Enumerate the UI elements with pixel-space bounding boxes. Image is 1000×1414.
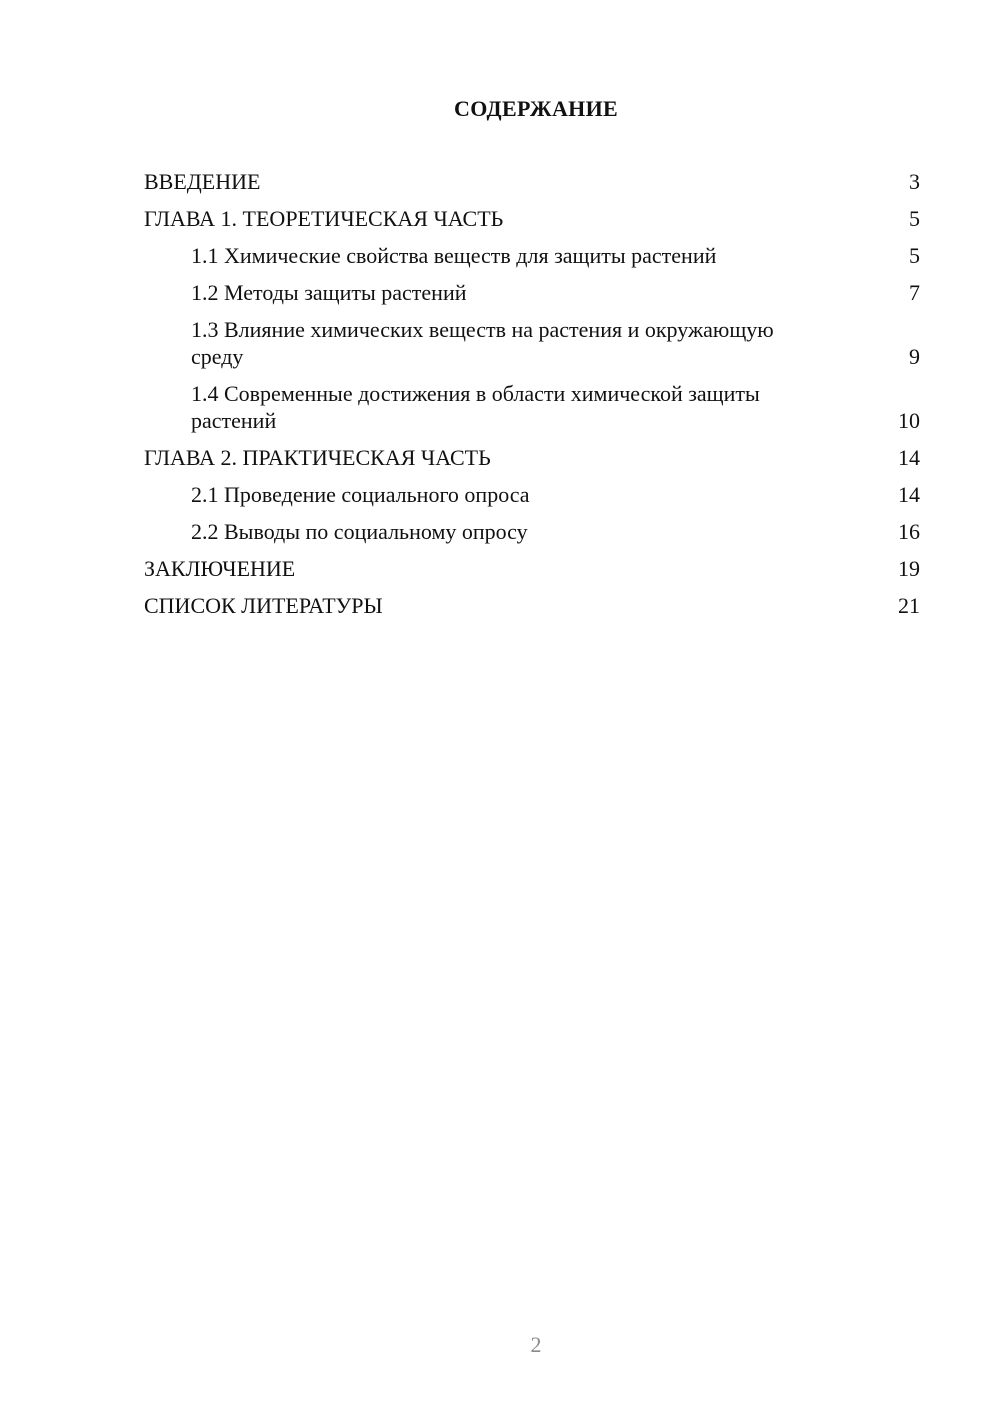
toc-entry-section-2-2[interactable] xyxy=(144,518,920,545)
toc-entry-text: 1.3 Влияние химических веществ на растения и окружающую среду xyxy=(191,317,774,369)
toc-entry-text: 1.2 Методы защиты растений xyxy=(191,280,467,305)
toc-entry-text: 1.4 Современные достижения в области химической защиты растений xyxy=(191,381,760,433)
toc-entry-page: 5 xyxy=(909,206,920,231)
toc-entry-chapter-2[interactable] xyxy=(144,444,920,471)
toc-entry-text: 2.2 Выводы по социальному опросу xyxy=(191,519,528,544)
toc-entry-section-1-3[interactable] xyxy=(144,316,920,370)
toc-entry-section-1-2[interactable] xyxy=(144,279,920,306)
toc-entry-introduction[interactable] xyxy=(144,168,920,195)
toc-entry-page: 9 xyxy=(909,344,920,369)
toc-entry-page: 19 xyxy=(898,556,920,581)
toc-title: СОДЕРЖАНИЕ xyxy=(454,96,618,121)
toc-entry-text: ГЛАВА 1. ТЕОРЕТИЧЕСКАЯ ЧАСТЬ xyxy=(144,206,504,231)
toc-entry-text: 1.1 Химические свойства веществ для защиты растений xyxy=(191,243,717,268)
table-of-contents xyxy=(144,168,920,629)
toc-entry-section-1-1[interactable] xyxy=(144,242,920,269)
toc-entry-text: ЗАКЛЮЧЕНИЕ xyxy=(144,556,296,581)
toc-entry-text: 2.1 Проведение социального опроса xyxy=(191,482,530,507)
toc-entry-page: 3 xyxy=(909,169,920,194)
toc-entry-page: 21 xyxy=(898,593,920,618)
toc-entry-page: 10 xyxy=(898,408,920,433)
toc-entry-page: 14 xyxy=(898,445,920,470)
toc-entry-page: 5 xyxy=(909,243,920,268)
toc-entry-references[interactable] xyxy=(144,592,920,619)
toc-entry-page: 16 xyxy=(898,519,920,544)
toc-entry-conclusion[interactable] xyxy=(144,555,920,582)
toc-entry-section-1-4[interactable] xyxy=(144,380,920,434)
toc-entry-page: 14 xyxy=(898,482,920,507)
toc-entry-text: СПИСОК ЛИТЕРАТУРЫ xyxy=(144,593,383,618)
toc-entry-chapter-1[interactable] xyxy=(144,205,920,232)
toc-entry-text: ГЛАВА 2. ПРАКТИЧЕСКАЯ ЧАСТЬ xyxy=(144,445,491,470)
toc-entry-page: 7 xyxy=(909,280,920,305)
toc-entry-text: ВВЕДЕНИЕ xyxy=(144,169,261,194)
toc-entry-section-2-1[interactable] xyxy=(144,481,920,508)
page-number: 2 xyxy=(530,1332,542,1357)
